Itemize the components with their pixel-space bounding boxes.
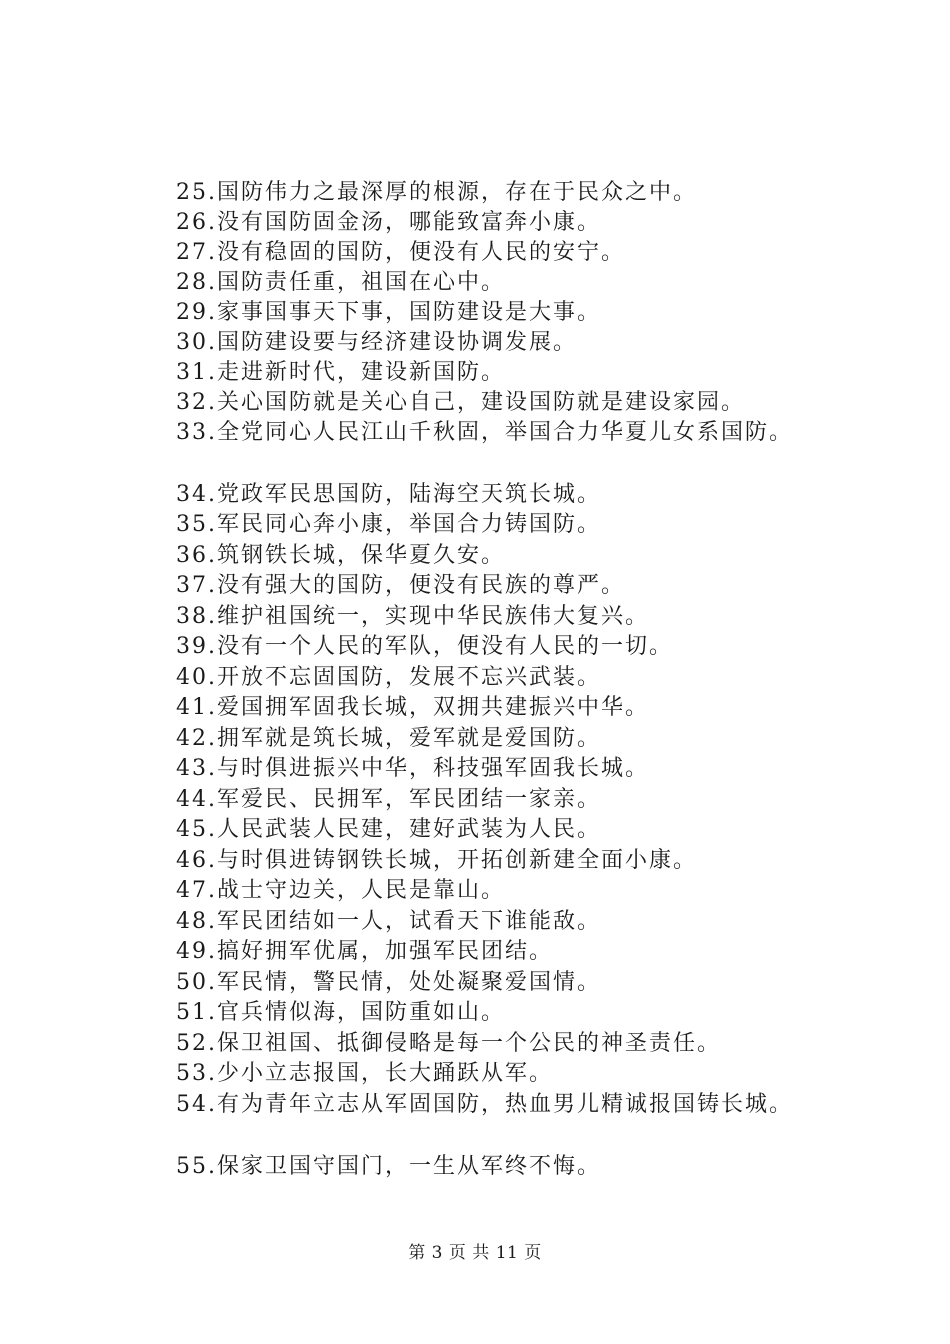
slogan-line: 47.战士守边关，人民是靠山。 xyxy=(176,878,505,903)
slogan-line: 38.维护祖国统一，实现中华民族伟大复兴。 xyxy=(176,604,649,629)
slogan-line: 45.人民武装人民建，建好武装为人民。 xyxy=(176,817,601,842)
slogan-line: 32.关心国防就是关心自己，建设国防就是建设家园。 xyxy=(176,390,745,415)
slogan-line: 41.爱国拥军固我长城，双拥共建振兴中华。 xyxy=(176,695,649,720)
slogan-line: 39.没有一个人民的军队，便没有人民的一切。 xyxy=(176,634,673,659)
slogan-line: 34.党政军民思国防，陆海空天筑长城。 xyxy=(176,482,601,507)
slogan-line: 37.没有强大的国防，便没有民族的尊严。 xyxy=(176,573,625,598)
slogan-line: 27.没有稳固的国防，便没有人民的安宁。 xyxy=(176,240,625,265)
slogan-line: 36.筑钢铁长城，保华夏久安。 xyxy=(176,543,505,568)
page-footer: 第 3 页 共 11 页 xyxy=(408,1243,542,1263)
slogan-line: 30.国防建设要与经济建设协调发展。 xyxy=(176,330,577,355)
slogan-line: 53.少小立志报国，长大踊跃从军。 xyxy=(176,1061,553,1086)
slogan-line: 50.军民情，警民情，处处凝聚爱国情。 xyxy=(176,970,601,995)
slogan-line: 46.与时俱进铸钢铁长城，开拓创新建全面小康。 xyxy=(176,848,697,873)
slogan-line: 40.开放不忘固国防，发展不忘兴武装。 xyxy=(176,665,601,690)
slogan-line: 44.军爱民、民拥军，军民团结一家亲。 xyxy=(176,787,601,812)
slogan-line: 48.军民团结如一人，试看天下谁能敌。 xyxy=(176,909,601,934)
slogan-line: 49.搞好拥军优属，加强军民团结。 xyxy=(176,939,553,964)
slogan-line: 51.官兵情似海，国防重如山。 xyxy=(176,1000,505,1025)
slogan-line: 52.保卫祖国、抵御侵略是每一个公民的神圣责任。 xyxy=(176,1031,721,1056)
slogan-line: 29.家事国事天下事，国防建设是大事。 xyxy=(176,300,601,325)
slogan-line: 25.国防伟力之最深厚的根源，存在于民众之中。 xyxy=(176,180,697,205)
slogan-line: 28.国防责任重，祖国在心中。 xyxy=(176,270,505,295)
slogan-line: 43.与时俱进振兴中华，科技强军固我长城。 xyxy=(176,756,649,781)
slogan-line: 33.全党同心人民江山千秋固，举国合力华夏儿女系国防。 xyxy=(176,420,793,445)
slogan-line: 55.保家卫国守国门，一生从军终不悔。 xyxy=(176,1154,601,1179)
slogan-line: 26.没有国防固金汤，哪能致富奔小康。 xyxy=(176,210,601,235)
slogan-line: 31.走进新时代，建设新国防。 xyxy=(176,360,505,385)
slogan-line: 54.有为青年立志从军固国防，热血男儿精诚报国铸长城。 xyxy=(176,1092,793,1117)
slogan-line: 35.军民同心奔小康，举国合力铸国防。 xyxy=(176,512,601,537)
slogan-line: 42.拥军就是筑长城，爱军就是爱国防。 xyxy=(176,726,601,751)
